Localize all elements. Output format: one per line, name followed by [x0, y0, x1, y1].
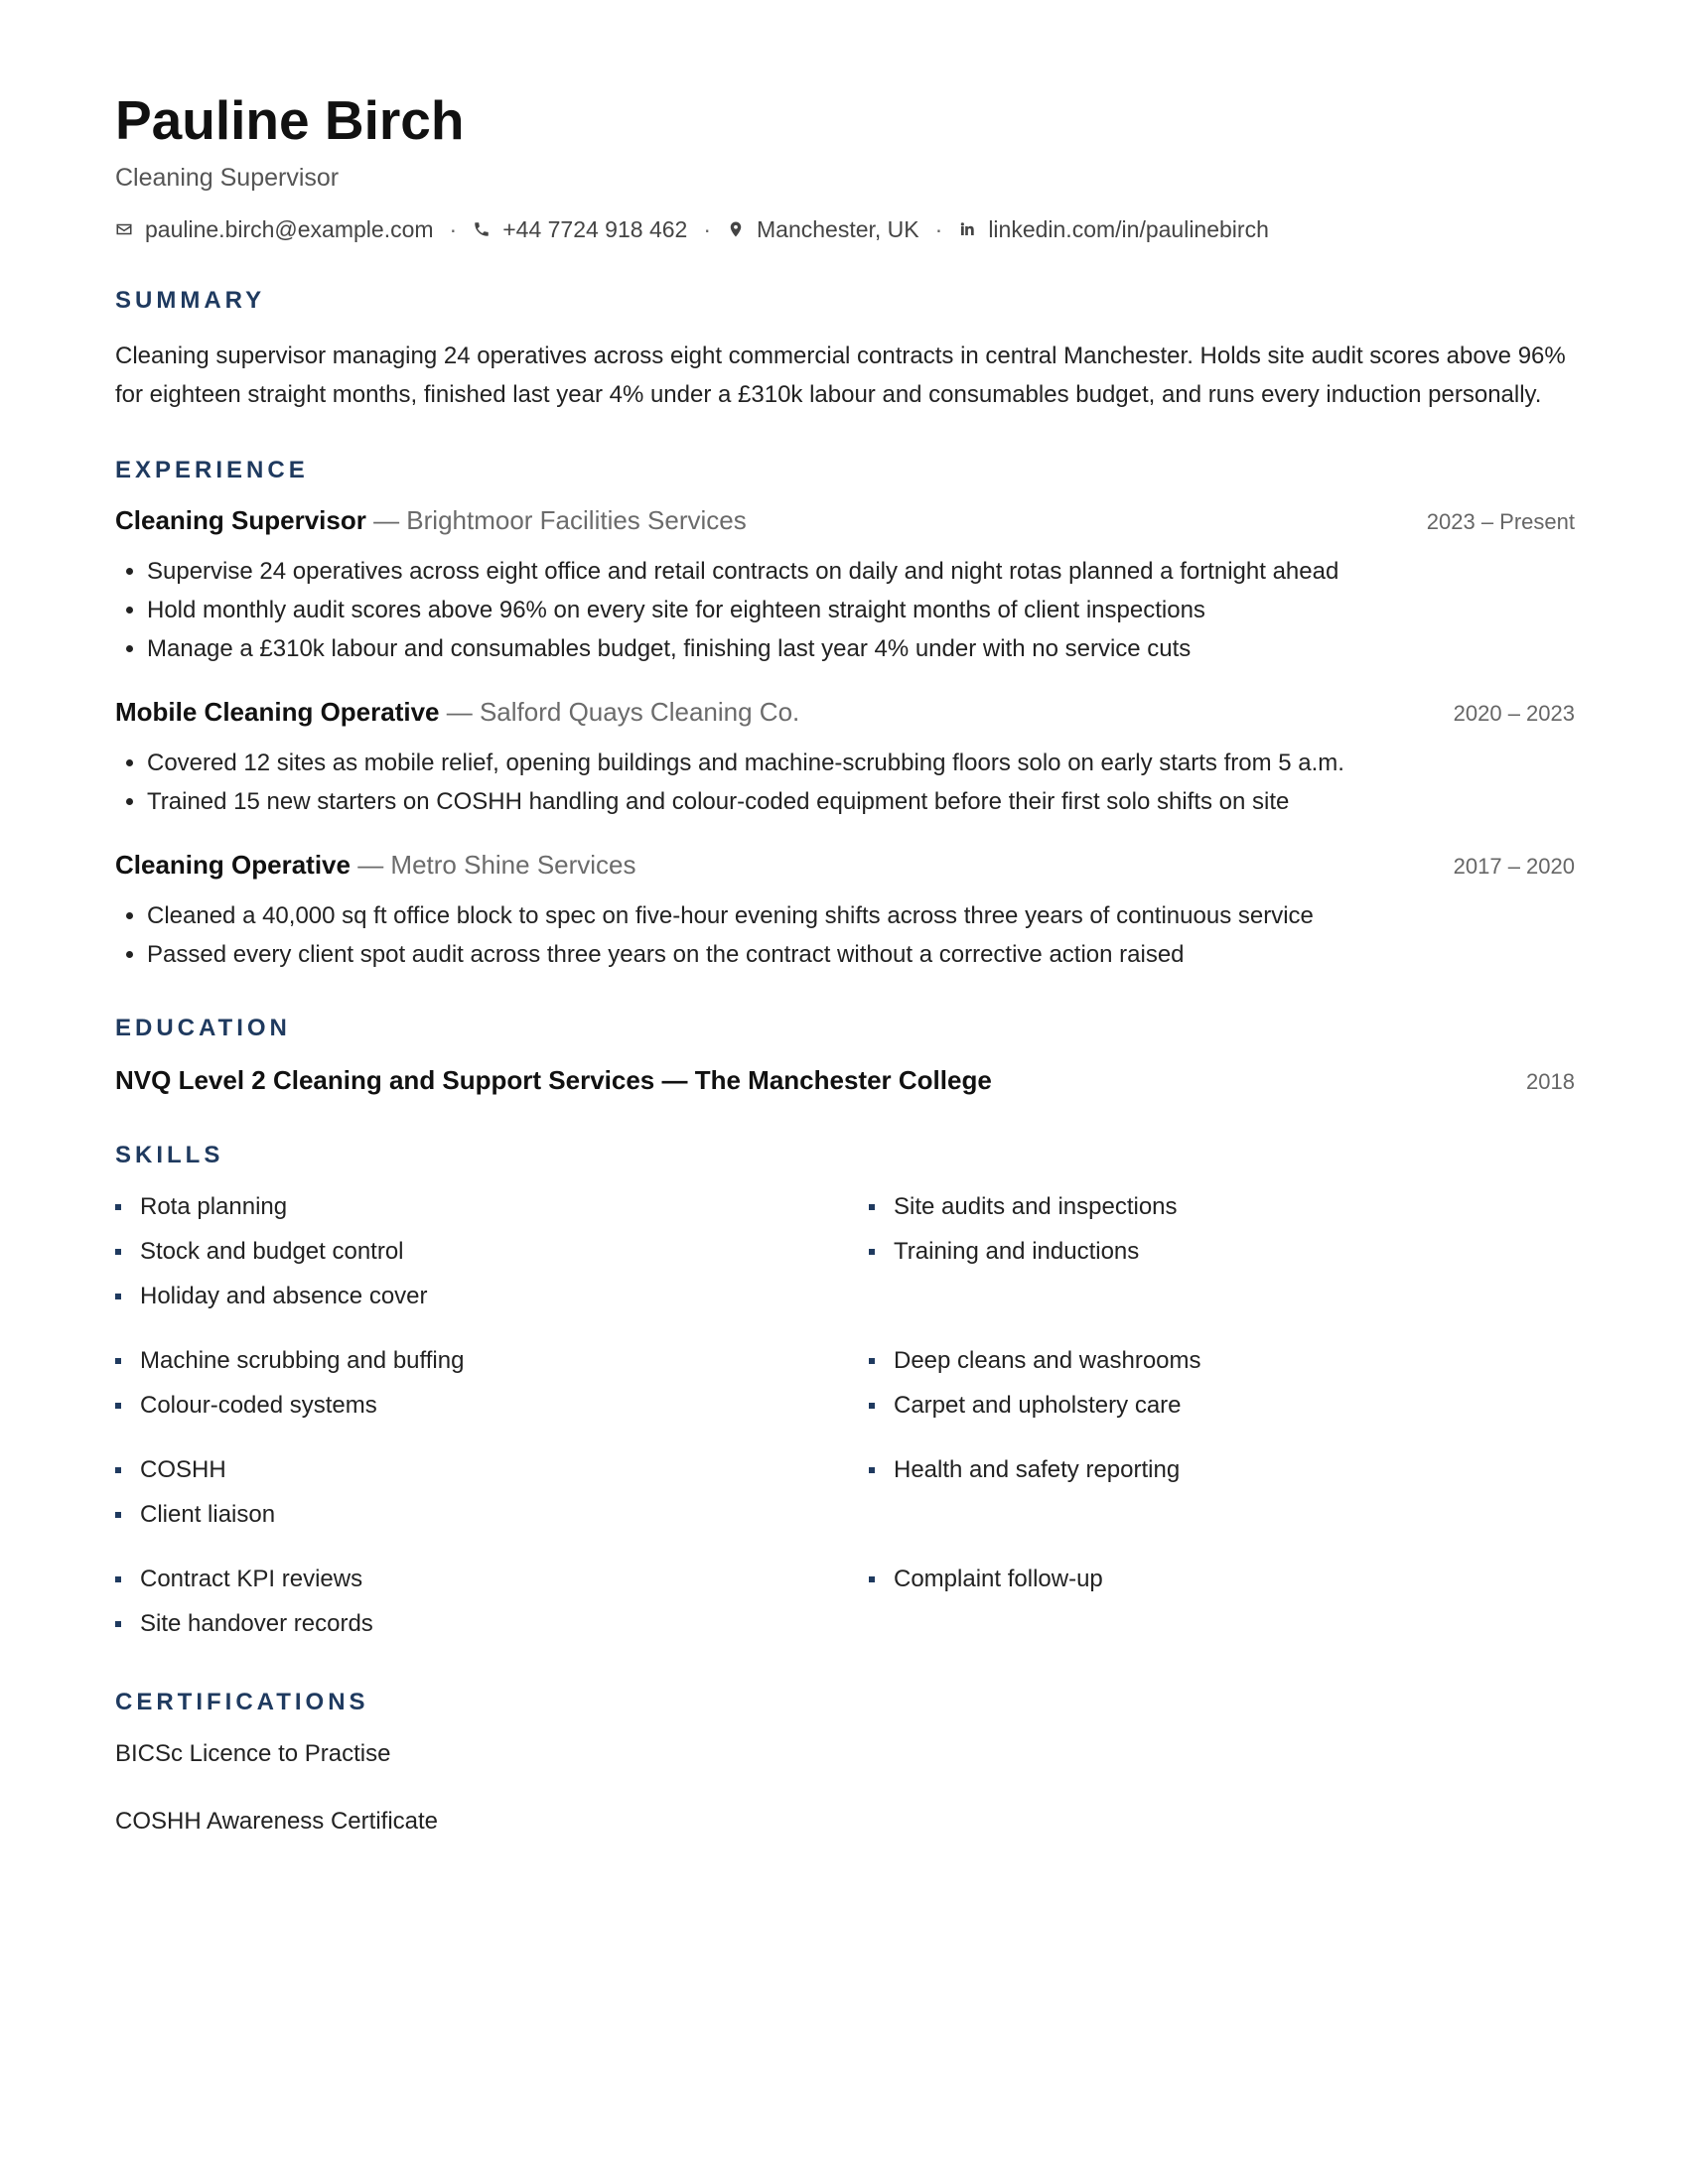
- skill-group: [115, 1557, 1575, 1646]
- job-dates: 2017 – 2020: [1453, 854, 1575, 879]
- square-bullet-icon: [115, 1576, 121, 1582]
- mail-icon: [115, 220, 133, 238]
- job-bullets: [115, 552, 1575, 668]
- skill-item: [869, 1557, 1575, 1601]
- skill-item: [115, 1229, 869, 1274]
- skill-item: [115, 1492, 869, 1537]
- skill-column-left: [115, 1184, 869, 1318]
- job-dates: 2023 – Present: [1426, 509, 1575, 534]
- job-header: [115, 848, 1575, 887]
- skill-group: [115, 1447, 1575, 1537]
- skill-column-right: [869, 1557, 1575, 1646]
- skill-label: Deep cleans and washrooms: [894, 1347, 1201, 1374]
- education-year: 2018: [1526, 1069, 1575, 1094]
- summary-text: Cleaning supervisor managing 24 operatives across eight commercial contracts in central Manchester. Holds site audit scores above 96% for eighteen straight months, finished last year 4% under a £310k labour and consumables budget, and runs every induction personally.: [115, 342, 1566, 408]
- job-title: Cleaning Supervisor: [115, 505, 366, 535]
- linkedin-text: linkedin.com/in/paulinebirch: [988, 216, 1269, 242]
- skill-label: Carpet and upholstery care: [894, 1392, 1182, 1419]
- skill-label: Colour-coded systems: [140, 1392, 377, 1419]
- square-bullet-icon: [115, 1512, 121, 1518]
- contact-separator: ·: [703, 216, 711, 242]
- skill-item: [115, 1383, 869, 1428]
- square-bullet-icon: [115, 1294, 121, 1299]
- job-title: Cleaning Operative: [115, 850, 351, 880]
- job-company: — Salford Quays Cleaning Co.: [439, 697, 800, 727]
- candidate-name: Pauline Birch: [115, 89, 465, 151]
- job-bullet: • Trained 15 new starters on COSHH handling and colour-coded equipment before their first solo shifts on site: [147, 782, 1575, 821]
- skill-label: Site handover records: [140, 1610, 373, 1637]
- square-bullet-icon: [115, 1467, 121, 1473]
- job-header: [115, 503, 1575, 542]
- job-entry: [115, 848, 1575, 974]
- linkedin-icon: [958, 220, 976, 238]
- skill-column-left: [115, 1338, 869, 1428]
- job-dates: 2020 – 2023: [1453, 701, 1575, 726]
- skill-label: Client liaison: [140, 1501, 276, 1528]
- square-bullet-icon: [869, 1358, 875, 1364]
- section-title-certifications: CERTIFICATIONS: [115, 1689, 369, 1715]
- job-entry: [115, 695, 1575, 821]
- job-company: — Metro Shine Services: [350, 850, 636, 880]
- skill-label: Rota planning: [140, 1193, 288, 1220]
- contact-email[interactable]: [115, 212, 434, 246]
- certification-item: BICSc Licence to Practise: [115, 1740, 391, 1767]
- square-bullet-icon: [869, 1249, 875, 1255]
- job-bullet: • Supervise 24 operatives across eight office and retail contracts on daily and night rotas planned a fortnight ahead: [147, 552, 1575, 591]
- skill-item: [869, 1383, 1575, 1428]
- skill-column-left: [115, 1447, 869, 1537]
- job-bullet: • Manage a £310k labour and consumables budget, finishing last year 4% under with no service cuts: [147, 629, 1575, 668]
- skill-item: [115, 1601, 869, 1646]
- contact-phone[interactable]: [473, 212, 687, 246]
- skill-item: [115, 1338, 869, 1383]
- square-bullet-icon: [115, 1249, 121, 1255]
- section-title-summary: SUMMARY: [115, 287, 266, 314]
- section-title-skills: SKILLS: [115, 1142, 224, 1168]
- skill-column-left: [115, 1557, 869, 1646]
- square-bullet-icon: [115, 1621, 121, 1627]
- skill-column-right: [869, 1338, 1575, 1428]
- skill-column-right: [869, 1184, 1575, 1318]
- resume-page: [115, 85, 1575, 1839]
- skill-group: [115, 1338, 1575, 1428]
- skill-item: [115, 1447, 869, 1492]
- skill-label: Site audits and inspections: [894, 1193, 1178, 1220]
- skill-label: Health and safety reporting: [894, 1456, 1181, 1483]
- location-text: Manchester, UK: [757, 216, 919, 242]
- contact-location: [727, 212, 919, 246]
- job-bullet: • Hold monthly audit scores above 96% on every site for eighteen straight months of client inspections: [147, 591, 1575, 629]
- skill-item: [115, 1557, 869, 1601]
- square-bullet-icon: [869, 1204, 875, 1210]
- certification-item: COSHH Awareness Certificate: [115, 1808, 439, 1835]
- skill-label: Machine scrubbing and buffing: [140, 1347, 465, 1374]
- email-text: pauline.birch@example.com: [145, 216, 434, 242]
- skill-item: [115, 1184, 869, 1229]
- job-company: — Brightmoor Facilities Services: [365, 505, 747, 535]
- skill-label: Complaint follow-up: [894, 1566, 1103, 1592]
- education-name: NVQ Level 2 Cleaning and Support Services — The Manchester College: [115, 1065, 992, 1095]
- job-bullets: [115, 896, 1575, 974]
- education-entry: [115, 1063, 1575, 1099]
- skill-item: [869, 1447, 1575, 1492]
- skill-column-right: [869, 1447, 1575, 1537]
- section-title-experience: EXPERIENCE: [115, 457, 309, 483]
- job-entry: [115, 503, 1575, 668]
- job-bullet: • Passed every client spot audit across three years on the contract without a corrective action raised: [147, 935, 1575, 974]
- job-bullets: [115, 744, 1575, 821]
- skill-item: [869, 1229, 1575, 1274]
- skill-item: [115, 1274, 869, 1318]
- skill-label: Training and inductions: [894, 1238, 1140, 1265]
- square-bullet-icon: [869, 1403, 875, 1409]
- section-title-education: EDUCATION: [115, 1015, 291, 1041]
- skill-label: COSHH: [140, 1456, 226, 1483]
- skill-group: [115, 1184, 1575, 1318]
- contact-row: [115, 212, 1575, 246]
- job-bullet: • Cleaned a 40,000 sq ft office block to spec on five-hour evening shifts across three years of continuous service: [147, 896, 1575, 935]
- phone-icon: [473, 220, 491, 238]
- skill-label: Stock and budget control: [140, 1238, 404, 1265]
- candidate-role: Cleaning Supervisor: [115, 164, 340, 192]
- skill-label: Holiday and absence cover: [140, 1283, 428, 1309]
- contact-separator: ·: [934, 216, 943, 242]
- skill-item: [869, 1338, 1575, 1383]
- job-title: Mobile Cleaning Operative: [115, 697, 440, 727]
- contact-linkedin[interactable]: [958, 212, 1269, 246]
- square-bullet-icon: [869, 1576, 875, 1582]
- square-bullet-icon: [115, 1358, 121, 1364]
- skill-label: Contract KPI reviews: [140, 1566, 363, 1592]
- contact-separator: ·: [449, 216, 458, 242]
- job-header: [115, 695, 1575, 734]
- square-bullet-icon: [115, 1204, 121, 1210]
- map-pin-icon: [727, 220, 745, 238]
- job-bullet: • Covered 12 sites as mobile relief, opening buildings and machine-scrubbing floors solo on early starts from 5 a.m.: [147, 744, 1575, 782]
- phone-text: +44 7724 918 462: [502, 216, 688, 242]
- skill-item: [869, 1184, 1575, 1229]
- skills-list: [115, 1184, 1575, 1646]
- square-bullet-icon: [115, 1403, 121, 1409]
- square-bullet-icon: [869, 1467, 875, 1473]
